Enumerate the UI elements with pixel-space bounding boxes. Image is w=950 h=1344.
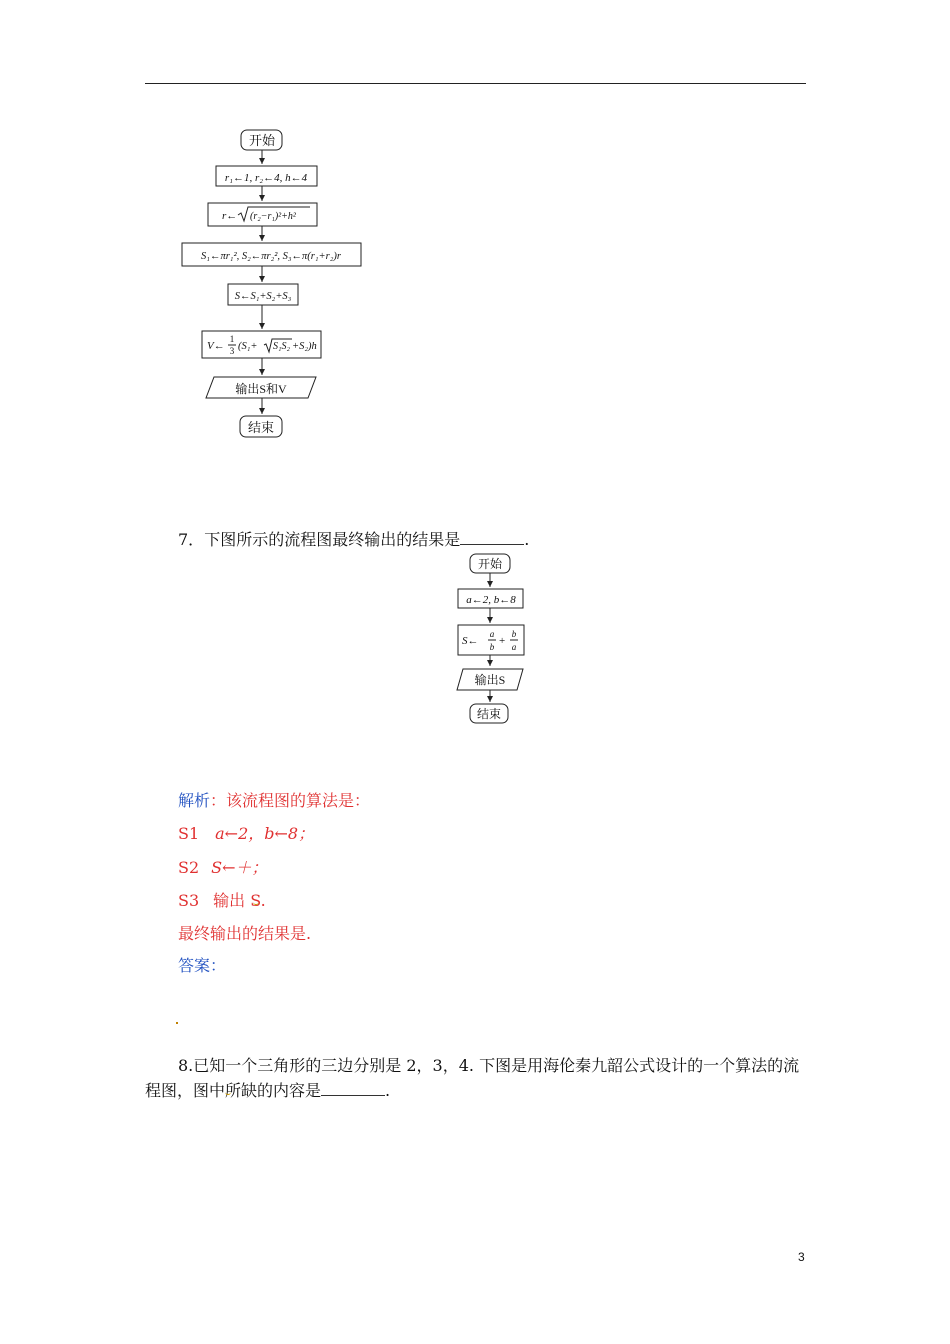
fc1-v-open: (S₁+ — [238, 341, 258, 352]
fc1-output-label: 输出S和V — [235, 382, 287, 396]
fc2-f2-num: b — [511, 629, 517, 639]
step-2-label: S2 — [178, 858, 200, 877]
answer-colon: ： — [210, 956, 227, 975]
solution-step-2 — [178, 855, 268, 878]
fc2-f1-den: b — [489, 642, 495, 652]
fc1-start-label: 开始 — [248, 133, 276, 148]
fc1-s-compute-label: S₁←πr₁², S₂←πr₂², S₃←π(r₁+r₂)r — [201, 251, 341, 262]
answer — [178, 953, 226, 976]
question-7-number: 7． — [178, 530, 205, 549]
question-8-line-1 — [178, 1053, 799, 1076]
question-8-blank — [321, 1081, 385, 1096]
fc1-end-label: 结束 — [247, 420, 275, 435]
solution-colon: ： — [210, 791, 227, 810]
solution-step-3 — [178, 888, 266, 911]
fc2-plus: + — [499, 635, 506, 647]
fc2-f2-den: a — [511, 642, 517, 652]
fc1-v-num: 1 — [229, 334, 235, 344]
fc1-v-close: +S₂)h — [292, 341, 317, 352]
question-8-line1: 已知一个三角形的三边分别是 2，3，4. 下图是用海伦秦九韶公式设计的一个算法的流 — [193, 1056, 800, 1075]
fc1-v-rad: S₁S₂ — [273, 341, 290, 352]
solution-final: 最终输出的结果是. — [178, 924, 312, 943]
page-number: 3 — [798, 1250, 805, 1264]
question-8-line-2 — [145, 1078, 390, 1101]
fc2-s-lhs: S← — [462, 635, 479, 647]
fc2-start-label: 开始 — [477, 557, 503, 571]
fc1-s-sum-label: S←S₁+S₂+S₃ — [234, 291, 292, 302]
solution-step-1 — [178, 821, 314, 844]
question-7-text: 下图所示的流程图最终输出的结果是 — [204, 530, 461, 549]
step-3-text: 输出 S. — [213, 891, 266, 910]
question-7-tail: . — [524, 530, 530, 549]
fc2-output-label: 输出S — [474, 673, 506, 687]
answer-label: 答案 — [178, 956, 211, 975]
fc2-end-label: 结束 — [476, 707, 502, 721]
fc1-v-lhs: V← — [207, 340, 225, 352]
question-8-tail: . — [385, 1081, 391, 1100]
solution-label: 解析 — [178, 791, 211, 810]
question-8-number: 8. — [178, 1056, 194, 1075]
step-1-text: a←2，b←8； — [215, 824, 315, 843]
step-3-label: S3 — [178, 891, 200, 910]
fc1-r-lhs: r← — [222, 210, 238, 222]
step-2-text: S←＋； — [211, 858, 268, 877]
fc2-f1-num: a — [489, 629, 495, 639]
fc1-r-radicand: (r₂−r₁)²+h² — [250, 211, 296, 222]
fc1-v-den: 3 — [229, 346, 235, 356]
fc2-assign-label: a←2, b←8 — [466, 594, 516, 606]
solution-intro — [178, 788, 370, 811]
stray-dot — [176, 1022, 178, 1024]
step-1-label: S1 — [178, 824, 200, 843]
solution-intro-text: 该流程图的算法是： — [226, 791, 371, 810]
fc1-assign-label: r₁←1, r₂←4, h←4 — [224, 172, 308, 184]
question-8-line2: 程图，图中所缺的内容是 — [145, 1081, 322, 1100]
